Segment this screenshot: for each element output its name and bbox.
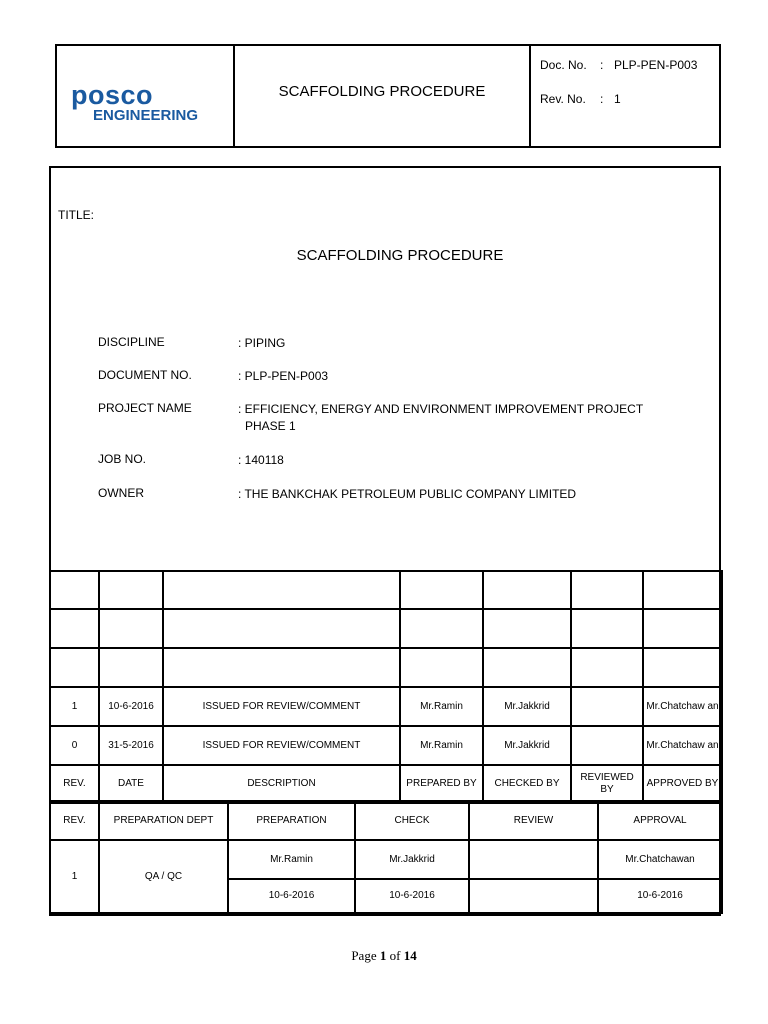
table-cell [50,571,99,609]
date-cell [469,879,598,913]
field-label: PROJECT NAME [98,401,192,415]
date-cell: 10-6-2016 [598,879,722,913]
table-cell [99,609,163,648]
table-row [50,648,722,687]
company-logo-subtitle: ENGINEERING [93,107,199,124]
prepared-cell: Mr.Ramin [400,687,483,726]
header-cell: REV. [50,801,99,840]
header-cell: PREPARED BY [400,765,483,803]
document-title: SCAFFOLDING PROCEDURE [296,247,504,264]
header-cell: DESCRIPTION [163,765,400,803]
field-label: DISCIPLINE [98,335,165,349]
header-title: SCAFFOLDING PROCEDURE [278,83,486,100]
company-logo: posco [71,80,154,110]
date-cell: 10-6-2016 [355,879,469,913]
field-value: : PLP-PEN-P003 [238,369,329,383]
page-footer [0,948,768,964]
document-header [55,44,721,148]
doc-number-value: PLP-PEN-P003 [614,58,698,72]
table-cell [483,571,571,609]
approved-cell: Mr.Chatchaw an [643,687,722,726]
table-row [50,687,722,726]
field-value-continued: PHASE 1 [245,419,296,433]
table-row [50,571,722,609]
reviewed-cell [571,726,643,765]
page-number: 1 [379,948,387,963]
checked-cell: Mr.Jakkrid [483,687,571,726]
table-cell [163,571,400,609]
table-cell [99,571,163,609]
rev-cell: 1 [50,687,99,726]
header-divider [529,46,531,146]
table-cell [571,609,643,648]
date-cell: 31-5-2016 [99,726,163,765]
table-row [50,609,722,648]
header-cell: CHECKED BY [483,765,571,803]
table-header-row [50,801,722,840]
header-cell: CHECK [355,801,469,840]
rev-number [540,92,621,106]
field-value: : EFFICIENCY, ENERGY AND ENVIRONMENT IMPROVEMENT PROJECT [238,402,644,416]
table-cell [400,609,483,648]
header-cell: REVIEW [469,801,598,840]
name-cell: Mr.Ramin [228,840,355,879]
field-label: OWNER [98,486,144,500]
description-cell: ISSUED FOR REVIEW/COMMENT [163,726,400,765]
table-cell [400,571,483,609]
rev-number-label: Rev. No. [540,92,586,106]
table-cell [163,609,400,648]
header-cell: REV. [50,765,99,803]
name-cell: Mr.Jakkrid [355,840,469,879]
table-cell [50,609,99,648]
header-cell: APPROVAL [598,801,722,840]
page-total: 14 [403,948,417,963]
table-cell [571,571,643,609]
header-cell: APPROVED BY [643,765,722,803]
rev-cell: 1 [50,840,99,913]
approved-cell: Mr.Chatchaw an [643,726,722,765]
field-value: : THE BANKCHAK PETROLEUM PUBLIC COMPANY LIMITED [238,487,577,501]
table-cell [483,609,571,648]
doc-number-label: Doc. No. [540,58,587,72]
table-cell [483,648,571,687]
field-value: : 140118 [238,453,284,467]
table-header-row [50,765,722,803]
table-cell [643,609,722,648]
table-row [50,726,722,765]
field-label: JOB NO. [98,452,147,466]
table-cell [99,648,163,687]
table-cell [400,648,483,687]
revision-table [49,570,723,804]
table-cell [163,648,400,687]
table-cell [643,648,722,687]
title-label: TITLE: [58,208,95,222]
table-cell [50,648,99,687]
of-word: of [389,948,401,963]
date-cell: 10-6-2016 [228,879,355,913]
rev-number-value: 1 [614,92,621,106]
table-row [50,840,722,879]
reviewed-cell [571,687,643,726]
header-cell: DATE [99,765,163,803]
rev-cell: 0 [50,726,99,765]
signature-table [49,800,723,914]
checked-cell: Mr.Jakkrid [483,726,571,765]
header-cell: REVIEWED BY [571,765,643,803]
name-cell: Mr.Chatchawan [598,840,722,879]
dept-cell: QA / QC [99,840,228,913]
prepared-cell: Mr.Ramin [400,726,483,765]
separator: : [600,92,604,106]
description-cell: ISSUED FOR REVIEW/COMMENT [163,687,400,726]
header-cell: PREPARATION DEPT [99,801,228,840]
header-cell: PREPARATION [228,801,355,840]
page-word: Page [351,948,377,963]
field-value: : PIPING [238,336,286,350]
separator: : [600,58,604,72]
field-label: DOCUMENT NO. [98,368,192,382]
table-cell [643,571,722,609]
doc-number [540,58,697,72]
name-cell [469,840,598,879]
table-cell [571,648,643,687]
date-cell: 10-6-2016 [99,687,163,726]
